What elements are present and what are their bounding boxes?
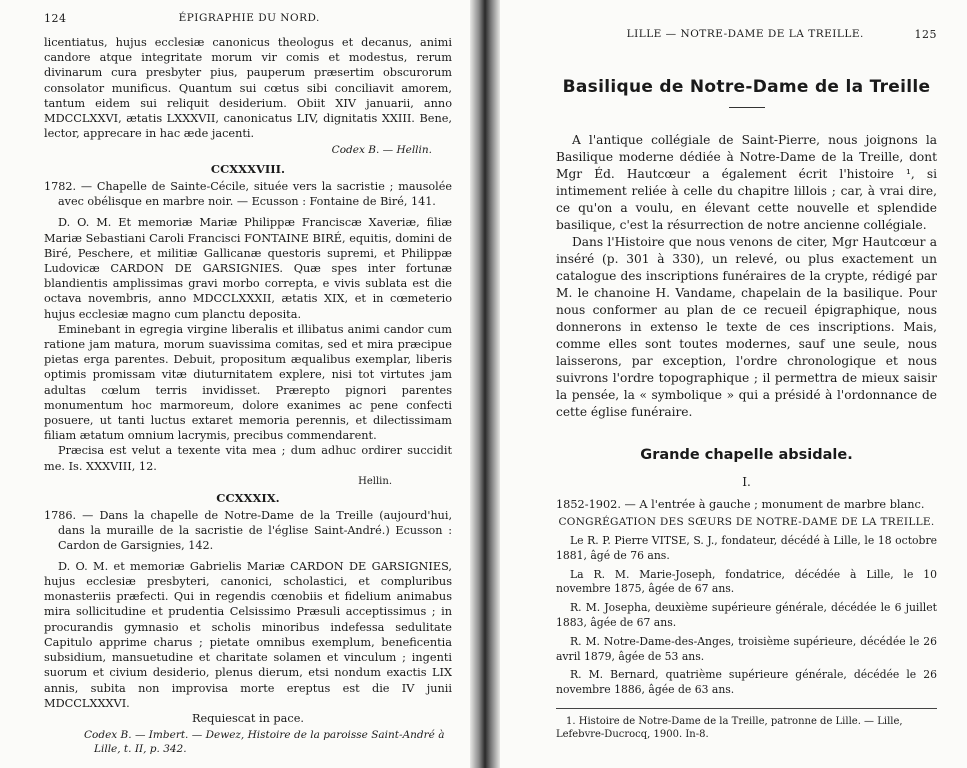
entry-heading-238: 1782. — Chapelle de Sainte-Cécile, située vers la sacristie ; mausolée avec obélisque en marbre noir. — Ecusson : Fontaine de Biré, 141. [44,180,452,209]
entry-heading-239: 1786. — Dans la chapelle de Notre-Dame de la Treille (aujourd'hui, dans la muraille de la sacristie de l'église Saint-André.) Ecusson : Cardon de Garsignies, 142. [44,508,452,552]
entry-239-closing: Requiescat in pace. [191,711,305,725]
right-running-head: LILLE — NOTRE-DAME DE LA TREILLE. [626,28,864,40]
entry-number-238: CCXXXVIII. [210,162,286,177]
right-header [556,28,937,41]
entry-239-source: Codex B. — Imbert. — Dewez, Histoire de la paroisse Saint-André à Lille, t. II, p. 342. [84,729,445,756]
entry-238-para-2: Eminebant in egregia virgine liberalis et illibatus animi candor cum ratione jam matura, morum suavissima comitas, sed et mira præcipue pietas erga parentes. Debuit, propositum æqualibus exemplar, liberis optimis promissam vitæ diuturnitatem explere, nisi tot virtutes jam adultas cœlum terris invidisset. Prærepto pignori parentes monumentum hoc marmoreum, dolore exanimes ac pene confecti posuere, ut tanti luctus extaret memoria perennis, et dilectissimam filiam ætatum omnium lacrymis, precibus commendarent. [44,322,452,443]
opening-source: Codex B. — Hellin. [331,144,432,157]
intro-paragraph-2: Dans l'Histoire que nous venons de citer, Mgr Hautcœur a inséré (p. 301 à 330), un relevé, ou plus exactement un catalogue des inscriptions funéraires de la crypte, rédigé par M. le chanoine H. Vandame, chapelain de la basilique. Pour nous conformer au plan de ce recueil épigraphique, nous donnerons in extenso le texte de ces inscriptions. Mais, comme elles sont toutes modernes, sauf une seule, nous laisserons, par exception, l'ordre chronologique et nous suivrons l'ordre topographique ; il permettra de mieux saisir la pensée, la « symbolique » qui a présidé à l'ordonnance de cette église funéraire. [556,235,937,419]
list-item: R. M. Notre-Dame-des-Anges, troisième supérieure, décédée le 26 avril 1879, âgée de 53 ans. [556,634,937,663]
list-item: La R. M. Marie-Joseph, fondatrice, décédée à Lille, le 10 novembre 1875, âgée de 67 ans. [556,567,937,596]
title-rule [729,107,765,108]
entry-number-1: I. [742,475,751,489]
congregation-heading: CONGRÉGATION DES SŒURS DE NOTRE-DAME DE LA TREILLE. [558,516,935,528]
book-gutter [470,0,500,768]
entry-238-signature: Hellin. [358,475,392,487]
entry-239-para-1: D. O. M. et memoriæ Gabrielis Mariæ CARDON DE GARSIGNIES, hujus ecclesiæ presbyteri, canonici, scholastici, et compluribus monasteriis præfecti. Qui in regendis cœnobiis et fidelium animabus mira sollicitudine et prudentia Celsissimo Præsuli acceptissimus ; in procurandis gymnasio et scholis minoribus indefessa sedulitate Capitulo apprime charus ; pietate omnibus exemplum, beneficentia subsidium, mansuetudine et charitate solamen et vinculum ; ingenti suorum et civium desiderio, plenus dierum, etsi nondum exactis LIX annis, subita non improvisa morte ereptus est die IV junii MDCCLXXXVI. [44,559,452,710]
entry-238-para-3: Præcisa est velut a texente vita mea ; dum adhuc ordirer succidit me. Is. XXXVIII, 12. [44,444,452,473]
right-page [500,0,967,768]
list-item: R. M. Bernard, quatrième supérieure générale, décédée le 26 novembre 1886, âgée de 63 ans. [556,668,937,697]
intro-paragraph-1: A l'antique collégiale de Saint-Pierre, nous joignons la Basilique moderne dédiée à Notre-Dame de la Treille, dont Mgr Éd. Hautcœur a également écrit l'histoire ¹, si intimement reliée à celle du chapitre lillois ; car, à vrai dire, ce qu'on a voulu, en élevant cette nouvelle et splendide basilique, c'est la résurrection de notre ancienne collégiale. [556,133,937,232]
entry-238-para-1: D. O. M. Et memoriæ Mariæ Philippæ Franciscæ Xaveriæ, filiæ Mariæ Sebastiani Caroli Francisci FONTAINE BIRÉ, equitis, domini de Biré, Peschere, et militiæ Gallicanæ questoris supremi, et Philippæ Ludovicæ CARDON DE GARSIGNIES. Quæ spes inter fortunæ blandientis amplissimas gravi morbo correpta, e vivis sublata est die octava novembris, anno MDCCLXXXII, ætatis XIX, et in cœmeterio hujus ecclesiæ magno cum planctu deposita. [44,216,452,321]
footnote: 1. Histoire de Notre-Dame de la Treille, patronne de Lille. — Lille, Lefebvre-Ducrocq, 1900. In-8. [556,715,903,741]
opening-paragraph: licentiatus, hujus ecclesiæ canonicus theologus et decanus, animi candore atque integritate morum vir comis et modestus, rerum divinarum cura presbyter pius, pauperum præsertim obscurorum consolator munificus. Quantum sui cœtus sibi conciliavit amorem, tantum eidem sui reliquit desiderium. Obiit XIV januarii, anno MDCCLXXVI, ætatis LXXXVII, canonicatus LIV, dignitatis XXIII. Bene, lector, apprecare in hac æde jacenti. [44,36,452,141]
footnote-rule [556,708,937,709]
list-item: R. M. Josepha, deuxième supérieure générale, décédée le 6 juillet 1883, âgée de 67 ans. [556,601,937,629]
page-title: Basilique de Notre-Dame de la Treille [562,77,931,97]
entry-number-239: CCXXXIX. [216,490,280,505]
left-running-head: ÉPIGRAPHIE DU NORD. [178,12,320,24]
section-title: Grande chapelle absidale. [640,447,853,463]
left-page-number: 124 [44,12,67,25]
left-page [0,0,470,768]
left-header [44,12,452,25]
entry-heading-1: 1852-1902. — A l'entrée à gauche ; monument de marbre blanc. [556,498,925,511]
list-item: Le R. P. Pierre VITSE, S. J., fondateur, décédé à Lille, le 18 octobre 1881, âgé de 76 ans. [556,534,937,562]
right-page-number: 125 [914,28,937,41]
